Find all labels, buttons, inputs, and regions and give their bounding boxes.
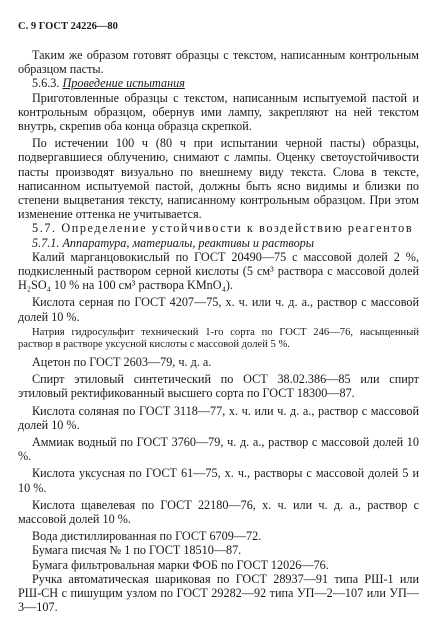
section-heading-5-6-3 [18, 76, 419, 90]
paragraph: Бумага фильтровальная марки ФОБ по ГОСТ 12026—76. [32, 557, 329, 572]
section-title: Проведение испытания [62, 76, 185, 91]
section-heading-5-7-1: 5.7.1. Аппаратура, материалы, реактивы и растворы [32, 235, 315, 250]
paragraph: Ручка автоматическая шариковая по ГОСТ 28937—91 типа РШ-1 или РШ-СН с пишущим узлом по ГОСТ 29282—92 типа УП—2—107 или УП—3—107. [18, 571, 419, 615]
paragraph: Таким же образом готовят образцы с текстом, написанным контрольным образцом пасты. [18, 48, 419, 77]
paragraph: Калий марганцовокислый по ГОСТ 20490—75 с массовой долей 2 %, подкисленный раствором серной кислоты (5 см³ раствора с массовой долей H₂SO₄ 10 % на 100 см³ раствора KMnO₄). [18, 249, 419, 293]
section-heading-5-7: 5.7. Определение устойчивости к воздействию реагентов [32, 221, 414, 236]
paragraph: Аммиак водный по ГОСТ 3760—79, ч. д. а., раствор с массовой долей 10 %. [18, 435, 419, 464]
paragraph: Вода дистиллированная по ГОСТ 6709—72. [32, 529, 262, 544]
paragraph: Бумага писчая № 1 по ГОСТ 18510—87. [32, 543, 242, 558]
paragraph: Спирт этиловый синтетический по ОСТ 38.02.386—85 или спирт этиловый ректификованный высшего сорта по ГОСТ 18300—87. [18, 372, 419, 401]
paragraph: Ацетон по ГОСТ 2603—79, ч. д. а. [32, 355, 212, 370]
section-number: 5.6.3. [32, 76, 60, 91]
page-header: С. 9 ГОСТ 24226—80 [18, 21, 118, 32]
paragraph: Кислота соляная по ГОСТ 3118—77, х. ч. или ч. д. а., раствор с массовой долей 10 %. [18, 403, 419, 432]
paragraph: Приготовленные образцы с текстом, написанным испытуемой пастой и контрольным образцом, обернув ими лампу, закрепляют на ней текстом внутрь, скрепив оба конца образца скрепкой. [18, 90, 419, 134]
document-body [18, 48, 419, 615]
paragraph: Кислота уксусная по ГОСТ 61—75, х. ч., растворы с массовой долей 5 и 10 %. [18, 466, 419, 495]
paragraph: Кислота серная по ГОСТ 4207—75, х. ч. или ч. д. а., раствор с массовой долей 10 %. [18, 295, 419, 324]
paragraph: Натрия гидросульфит технический 1-го сорта по ГОСТ 246—76, насыщенный раствор в растворе уксусной кислоты с массовой долей 5 %. [18, 326, 419, 351]
paragraph: По истечении 100 ч (80 ч при испытании черной пасты) образцы, подвергавшиеся облучению, снимают с лампы. Оценку светоустойчивости пасты производят визуально по внешнему виду текста. Слова в тексте, написанном испытуемой пастой, должны быть ясно видимы и близки по степени выцветания тексту, написанному контрольным образцом. При этом изменение оттенка не учитывается. [18, 136, 419, 222]
paragraph: Кислота щавелевая по ГОСТ 22180—76, х. ч. или ч. д. а., раствор с массовой долей 10 %. [18, 497, 419, 527]
